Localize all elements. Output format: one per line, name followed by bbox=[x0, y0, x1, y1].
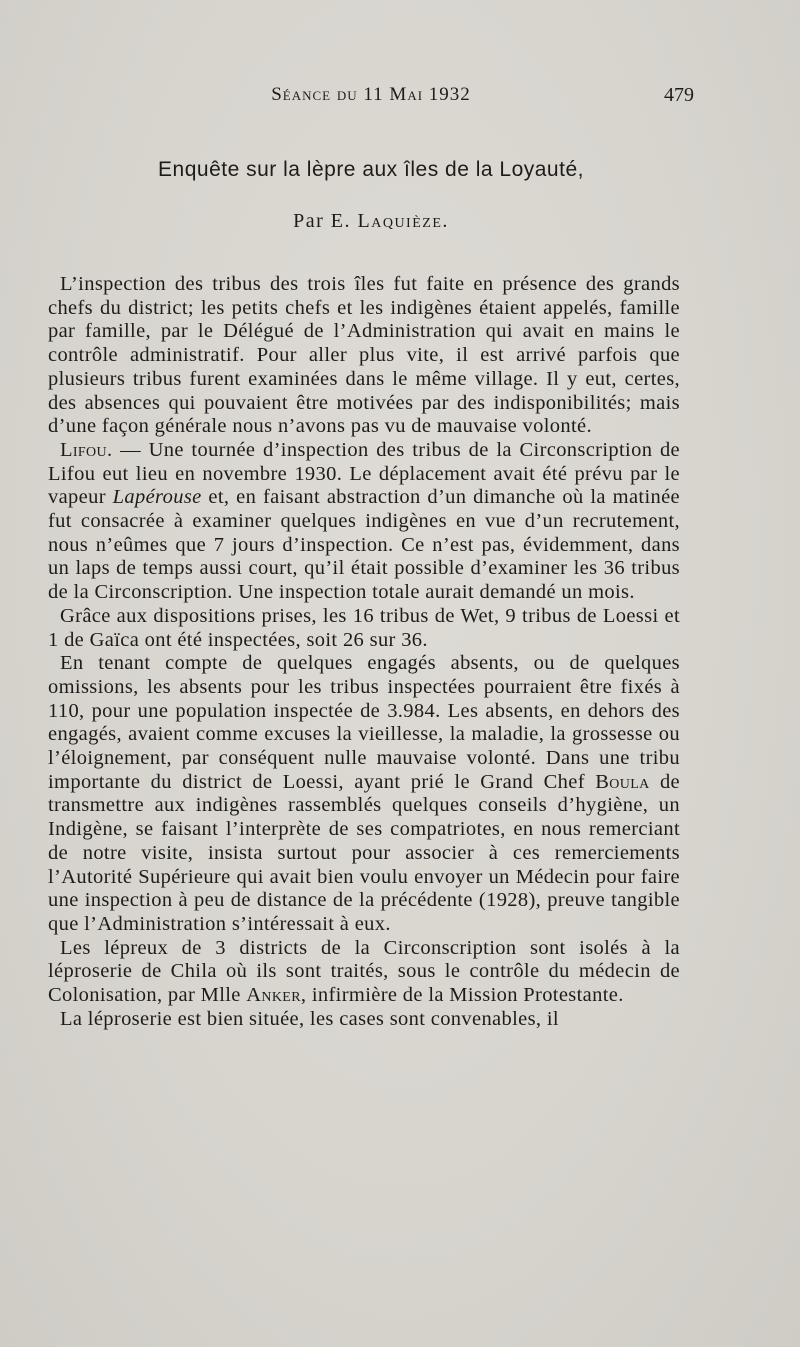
paragraph-lifou bbox=[48, 439, 680, 605]
section-lead-lifou: Lifou. bbox=[60, 438, 113, 461]
page-number: 479 bbox=[664, 84, 694, 106]
paragraph-leprosy-text-b: , infirmière de la Mission Protestante. bbox=[300, 984, 624, 1007]
author-prefix: Par E. bbox=[293, 210, 351, 232]
paragraph-absents-text-a: En tenant compte de quelques engagés absents, ou de quelques omissions, les absents pour les tribus inspectées pourraient être fixés à 110, pour une population inspectée de 3.984. Les absents, en dehors des engagés, avaient comme excuses la vieillesse, la maladie, la grossesse ou l’éloignement, par conséquent nulle mauvaise volonté. Dans une tribu importante du district de Loessi, ayant prié le Grand Chef bbox=[48, 652, 680, 793]
author-line bbox=[48, 210, 694, 233]
paragraph-leprosy-text-a: Les lépreux de 3 districts de la Circonscription sont isolés à la léproserie de Chila où ils sont traités, sous le contrôle du médecin de Colonisation, par Mlle bbox=[48, 936, 680, 1007]
paragraph-lifou-text-a: — Une tournée d’inspection des tribus de la Circonscription de Lifou eut lieu en novembre 1930. Le déplacement avait été prévu par le vapeur bbox=[48, 438, 680, 509]
paragraph-leproserie: La léproserie est bien située, les cases sont convenables, il bbox=[60, 1007, 559, 1030]
nurse-name: Anker bbox=[246, 984, 301, 1007]
paragraph-leprosy-isolation bbox=[48, 937, 680, 1008]
paragraph-absents-text-b: de transmettre aux indigènes rassemblés quelques conseils d’hygiène, un Indigène, se faisant l’interprète de ses compatriotes, en nous remerciant de notre visite, insista surtout pour associer à ces remerciements l’Autorité Supérieure qui avait bien voulu envoyer un Médecin pour faire une inspection à peu de distance de la précédente (1928), preuve tangible que l’Administration s’intéressait à eux. bbox=[48, 770, 680, 935]
article-title: Enquête sur la lèpre aux îles de la Loyauté, bbox=[158, 158, 584, 181]
running-title: Séance du 11 Mai 1932 bbox=[271, 84, 471, 105]
ship-name: Lapérouse bbox=[112, 486, 202, 509]
running-head bbox=[48, 84, 694, 112]
paragraph-lifou-text-b: et, en faisant abstraction d’un dimanche où la matinée fut consacrée à examiner quelques indigènes en vue d’un recrutement, nous n’eûmes que 7 jours d’inspection. Ce n’est pas, évidemment, dans un laps de temps aussi court, qu’il était possible d’examiner les 36 tribus de la Circonscription. Une inspection totale aurait demandé un mois. bbox=[48, 486, 680, 604]
paragraph-intro: L’inspection des tribus des trois îles fut faite en présence des grands chefs du district; les petits chefs et les indigènes étaient appelés, famille par famille, par le Délégué de l’Administration qui avait en mains le contrôle administratif. Pour aller plus vite, il est arrivé parfois que plusieurs tribus furent examinées dans le même village. Il y eut, certes, des absences qui pouvaient être motivées par des indisponibilités; mais d’une façon générale nous n’avons pas vu de mauvaise volonté. bbox=[48, 273, 680, 438]
article-body bbox=[48, 273, 680, 1032]
chief-name: Boula bbox=[595, 770, 650, 793]
paragraph-inspected-tribes: Grâce aux dispositions prises, les 16 tribus de Wet, 9 tribus de Loessi et 1 de Gaïca ont été inspectées, soit 26 sur 36. bbox=[48, 604, 680, 651]
paragraph-absents bbox=[48, 652, 680, 936]
author-name: Laquièze. bbox=[357, 210, 449, 232]
